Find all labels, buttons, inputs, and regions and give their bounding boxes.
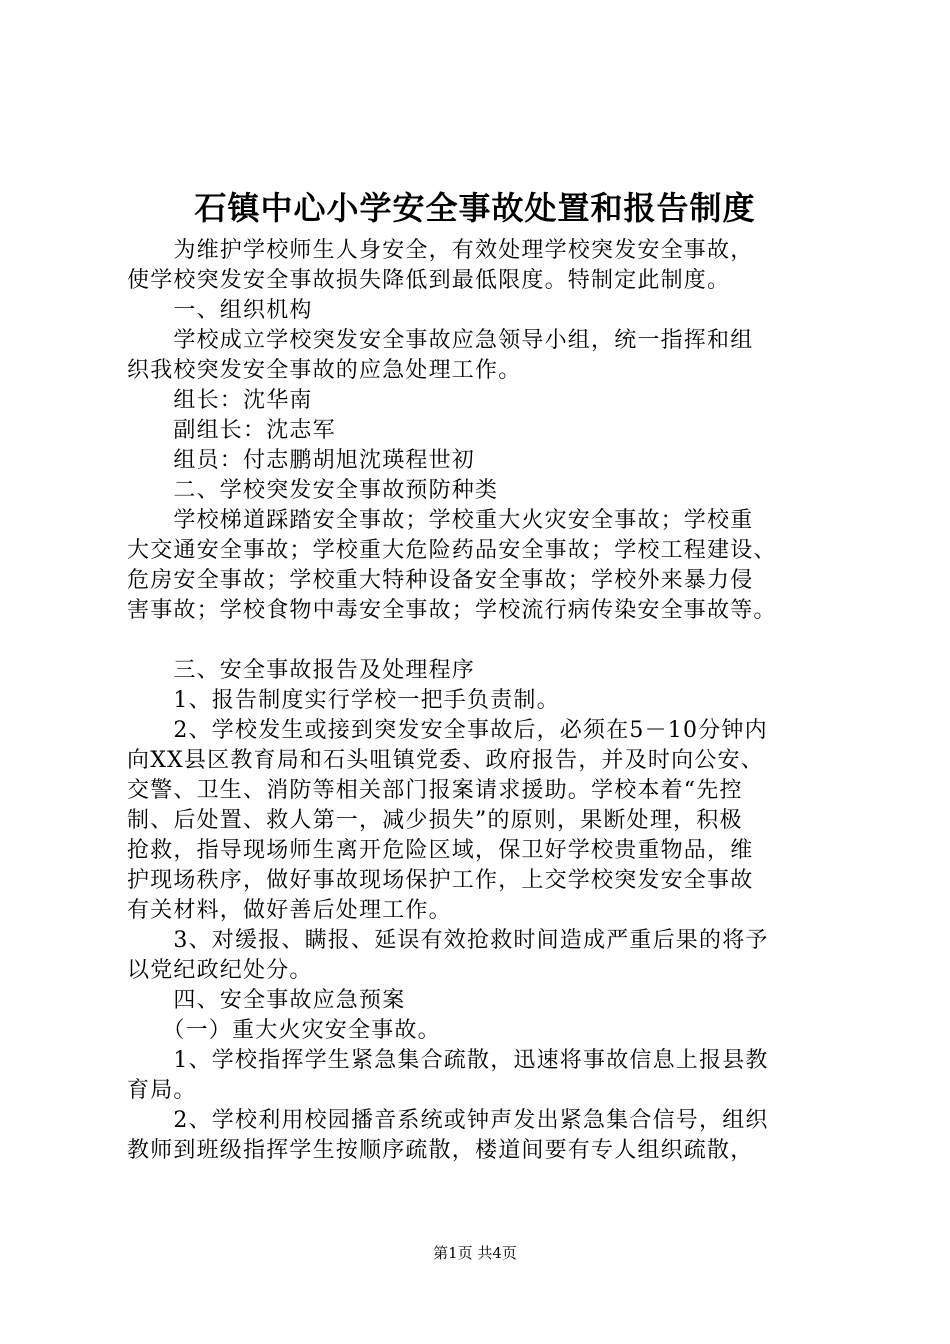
body-line: 织我校突发安全事故的应急处理工作。 bbox=[127, 358, 522, 383]
page-footer: 第1页 共4页 bbox=[433, 1244, 517, 1262]
body-line: 危房安全事故；学校重大特种设备安全事故；学校外来暴力侵 bbox=[127, 568, 754, 593]
body-line: 大交通安全事故；学校重大危险药品安全事故；学校工程建设、 bbox=[127, 538, 777, 563]
document-title: 石镇中心小学安全事故处置和报告制度 bbox=[194, 189, 756, 227]
body-line: 学校成立学校突发安全事故应急领导小组，统一指挥和组 bbox=[127, 328, 754, 353]
body-line: 使学校突发安全事故损失降低到最低限度。特制定此制度。 bbox=[127, 268, 731, 293]
body-line: 育局。 bbox=[127, 1078, 197, 1103]
body-line: 为维护学校师生人身安全，有效处理学校突发安全事故， bbox=[127, 238, 754, 263]
body-line: 一、组织机构 bbox=[127, 298, 313, 323]
body-line: （一）重大火灾安全事故。 bbox=[127, 1018, 441, 1043]
body-line: 害事故；学校食物中毒安全事故；学校流行病传染安全事故等。 bbox=[127, 598, 777, 623]
body-line: 交警、卫生、消防等相关部门报案请求援助。学校本着“先控 bbox=[127, 778, 743, 803]
body-line: 2、学校利用校园播音系统或钟声发出紧急集合信号，组织 bbox=[127, 1108, 769, 1133]
body-line: 四、安全事故应急预案 bbox=[127, 988, 406, 1013]
body-line: 三、安全事故报告及处理程序 bbox=[127, 658, 476, 683]
body-line: 以党纪政纪处分。 bbox=[127, 958, 313, 983]
body-line: 组长：沈华南 bbox=[127, 388, 313, 413]
blank-line bbox=[127, 626, 847, 656]
body-line: 1、报告制度实行学校一把手负责制。 bbox=[127, 688, 560, 713]
body-line: 2、学校发生或接到突发安全事故后，必须在5－10分钟内 bbox=[127, 718, 768, 743]
body-line: 3、对缓报、瞒报、延误有效抢救时间造成严重后果的将予 bbox=[127, 928, 769, 953]
body-line: 二、学校突发安全事故预防种类 bbox=[127, 478, 499, 503]
body-line: 副组长：沈志军 bbox=[127, 418, 336, 443]
body-line: 教师到班级指挥学生按顺序疏散，楼道间要有专人组织疏散， bbox=[127, 1138, 754, 1163]
body-line: 护现场秩序，做好事故现场保护工作，上交学校突发安全事故 bbox=[127, 868, 754, 893]
body-line: 1、学校指挥学生紧急集合疏散，迅速将事故信息上报县教 bbox=[127, 1048, 769, 1073]
body-line: 向XX县区教育局和石头咀镇党委、政府报告，并及时向公安、 bbox=[127, 748, 764, 773]
document-body bbox=[127, 236, 847, 1166]
body-line: 组员：付志鹏胡旭沈瑛程世初 bbox=[127, 448, 476, 473]
body-line: 抢救，指导现场师生离开危险区域，保卫好学校贵重物品，维 bbox=[127, 838, 754, 863]
body-line: 制、后处置、救人第一，减少损失”的原则，果断处理，积极 bbox=[127, 808, 743, 833]
body-line: 学校梯道踩踏安全事故；学校重大火灾安全事故；学校重 bbox=[127, 508, 754, 533]
body-line: 有关材料，做好善后处理工作。 bbox=[127, 898, 452, 923]
